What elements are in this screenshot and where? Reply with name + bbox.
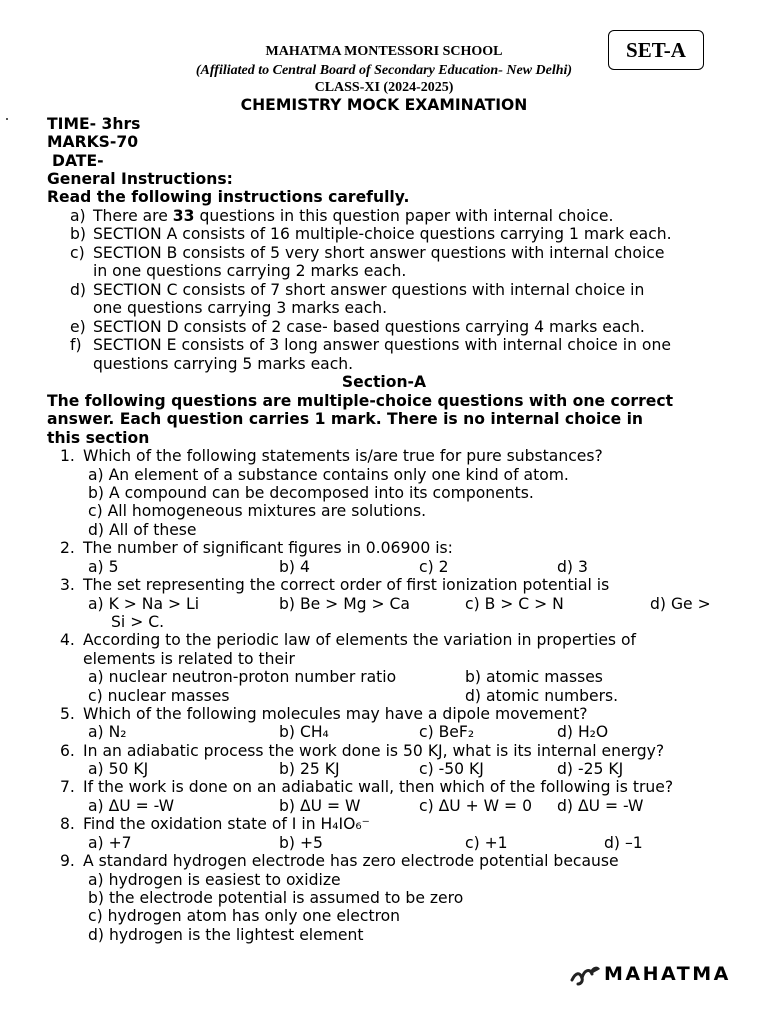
instruction-c-label: c) — [70, 244, 85, 262]
q2-text: The number of significant figures in 0.06900 is: — [83, 539, 453, 557]
q8-option-c: c) +1 — [465, 834, 508, 852]
q7-option-d: d) ΔU = -W — [557, 797, 644, 815]
instruction-a: There are 33 questions in this question paper with internal choice. — [93, 207, 614, 225]
q6-number: 6. — [60, 742, 75, 760]
q5-text: Which of the following molecules may have a dipole movement? — [83, 705, 588, 723]
q7-option-b: b) ΔU = W — [279, 797, 361, 815]
q8-option-d: d) –1 — [604, 834, 643, 852]
q9-option-c: c) hydrogen atom has only one electron — [88, 907, 401, 925]
q3-option-b: b) Be > Mg > Ca — [279, 595, 410, 613]
q5-option-b: b) CH₄ — [279, 723, 329, 741]
q3-option-c: c) B > C > N — [465, 595, 564, 613]
q6-option-c: c) -50 KJ — [419, 760, 484, 778]
instruction-b: SECTION A consists of 16 multiple-choice questions carrying 1 mark each. — [93, 225, 672, 243]
q8-option-b: b) +5 — [279, 834, 323, 852]
q4-text: According to the periodic law of elements the variation in properties of — [83, 631, 637, 649]
school-name: MAHATMA MONTESSORI SCHOOL — [265, 44, 503, 59]
q8-text: Find the oxidation state of I in H₄IO₆⁻ — [83, 815, 370, 833]
instruction-f-cont: questions carrying 5 marks each. — [93, 355, 354, 373]
q7-number: 7. — [60, 778, 75, 796]
q4-option-c: c) nuclear masses — [88, 687, 230, 705]
q1-option-c: c) All homogeneous mixtures are solutions. — [88, 502, 427, 520]
instruction-e-label: e) — [70, 318, 86, 336]
time-label: TIME- 3hrs — [47, 115, 141, 133]
instructions-title: General Instructions: — [47, 170, 233, 188]
q4-text-cont: elements is related to their — [83, 650, 295, 668]
q6-option-a: a) 50 KJ — [88, 760, 149, 778]
q9-option-b: b) the electrode potential is assumed to be zero — [88, 889, 464, 907]
instruction-a-label: a) — [70, 207, 86, 225]
q9-option-a: a) hydrogen is easiest to oxidize — [88, 871, 341, 889]
q2-number: 2. — [60, 539, 75, 557]
q7-option-a: a) ΔU = -W — [88, 797, 175, 815]
q9-option-d: d) hydrogen is the lightest element — [88, 926, 364, 944]
q2-option-c: c) 2 — [419, 558, 449, 576]
q9-text: A standard hydrogen electrode has zero electrode potential because — [83, 852, 619, 870]
set-badge: SET-A — [608, 30, 704, 70]
instruction-d: SECTION C consists of 7 short answer questions with internal choice in — [93, 281, 645, 299]
q2-option-a: a) 5 — [88, 558, 119, 576]
q2-option-b: b) 4 — [279, 558, 310, 576]
instruction-e: SECTION D consists of 2 case- based questions carrying 4 marks each. — [93, 318, 645, 336]
q7-option-c: c) ΔU + W = 0 — [419, 797, 532, 815]
q1-text: Which of the following statements is/are true for pure substances? — [83, 447, 603, 465]
q3-option-a: a) K > Na > Li — [88, 595, 200, 613]
q4-option-a: a) nuclear neutron-proton number ratio — [88, 668, 397, 686]
mahatma-logo-icon — [570, 962, 602, 988]
q2-option-d: d) 3 — [557, 558, 588, 576]
q1-option-a: a) An element of a substance contains only one kind of atom. — [88, 466, 569, 484]
q6-text: In an adiabatic process the work done is 50 KJ, what is its internal energy? — [83, 742, 665, 760]
q6-option-d: d) -25 KJ — [557, 760, 624, 778]
instruction-f-label: f) — [70, 336, 82, 354]
q3-number: 3. — [60, 576, 75, 594]
q4-number: 4. — [60, 631, 75, 649]
q5-option-d: d) H₂O — [557, 723, 609, 741]
instruction-c: SECTION B consists of 5 very short answer questions with internal choice — [93, 244, 665, 262]
section-a-intro: The following questions are multiple-choice questions with one correct — [47, 392, 674, 410]
q3-option-d-cont: Si > C. — [111, 613, 165, 631]
section-a-intro-3: this section — [47, 429, 150, 447]
q6-option-b: b) 25 KJ — [279, 760, 340, 778]
affiliation: (Affiliated to Central Board of Secondary Education- New Delhi) — [195, 63, 573, 78]
marks-label: MARKS-70 — [47, 133, 139, 151]
q9-number: 9. — [60, 852, 75, 870]
q7-text: If the work is done on an adiabatic wall, then which of the following is true? — [83, 778, 674, 796]
instruction-c-cont: in one questions carrying 2 marks each. — [93, 262, 407, 280]
q5-number: 5. — [60, 705, 75, 723]
q5-option-a: a) N₂ — [88, 723, 127, 741]
stray-mark — [6, 118, 8, 120]
section-a-intro-2: answer. Each question carries 1 mark. There is no internal choice in — [47, 410, 644, 428]
class-label: CLASS-XI (2024-2025) — [314, 80, 454, 95]
q1-option-d: d) All of these — [88, 521, 197, 539]
section-a-title: Section-A — [341, 373, 427, 391]
q8-number: 8. — [60, 815, 75, 833]
instruction-b-label: b) — [70, 225, 86, 243]
instruction-d-label: d) — [70, 281, 86, 299]
footer-logo-text: MAHATMA — [604, 963, 731, 985]
instructions-subtitle: Read the following instructions carefully. — [47, 188, 410, 206]
q8-option-a: a) +7 — [88, 834, 132, 852]
q1-number: 1. — [60, 447, 75, 465]
instruction-d-cont: one questions carrying 3 marks each. — [93, 299, 388, 317]
q4-option-d: d) atomic numbers. — [465, 687, 619, 705]
exam-title: CHEMISTRY MOCK EXAMINATION — [240, 96, 528, 114]
q3-text: The set representing the correct order of first ionization potential is — [83, 576, 610, 594]
q1-option-b: b) A compound can be decomposed into its components. — [88, 484, 534, 502]
q3-option-d: d) Ge > — [650, 595, 711, 613]
date-label: DATE- — [52, 152, 104, 170]
q5-option-c: c) BeF₂ — [419, 723, 475, 741]
q4-option-b: b) atomic masses — [465, 668, 603, 686]
instruction-f: SECTION E consists of 3 long answer questions with internal choice in one — [93, 336, 671, 354]
